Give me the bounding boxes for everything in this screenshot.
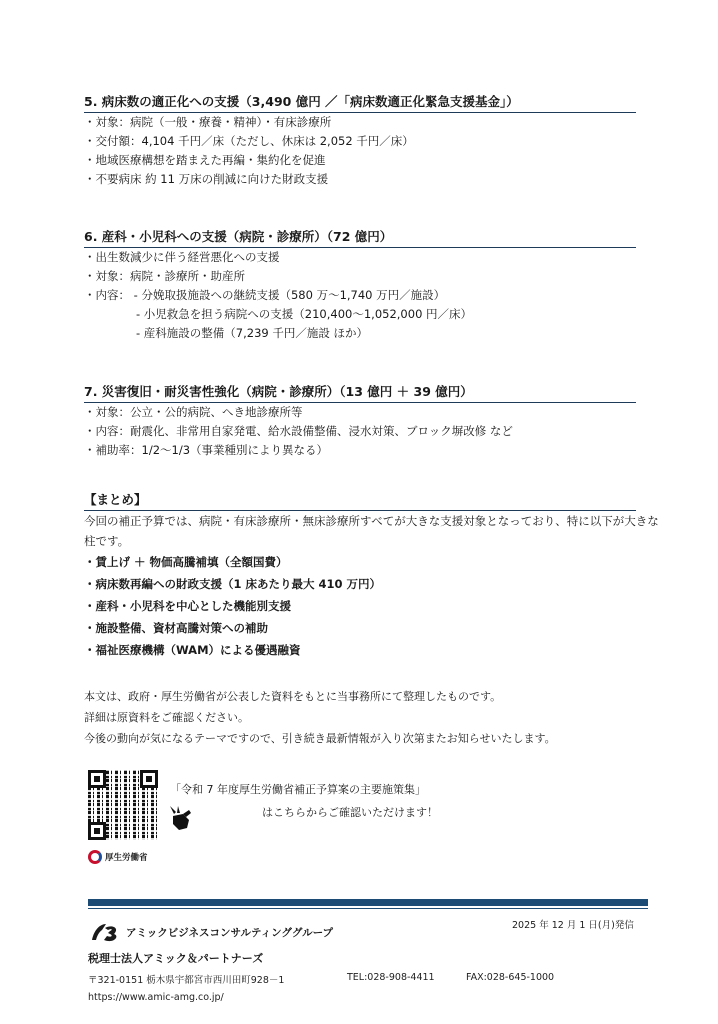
section-line: ・補助率：1/2～1/3（事業種別により異なる） (84, 443, 329, 457)
section-line: - 産科施設の整備（7,239 千円／施設 ほか） (136, 326, 369, 340)
pointing-hand-icon (167, 804, 193, 832)
section-line: ・対象：病院・診療所・助産所 (84, 269, 245, 283)
section-7 (84, 383, 636, 460)
qr-block (88, 770, 158, 863)
section-heading: 6. 産科・小児科への支援（病院・診療所）（72 億円） (84, 228, 636, 248)
firm-name: 税理士法人アミック＆パートナーズ (88, 952, 264, 965)
section-line: ・地域医療構想を踏まえた再編・集約化を促進 (84, 153, 326, 167)
summary-intro: 今回の補正予算では、病院・有床診療所・無床診療所すべてが大きな支援対象となっており、特に以下が大きな柱です。 (84, 514, 659, 548)
section-line: ・内容：耐震化、非常用自家発電、給水設備整備、浸水対策、ブロック塀改修 など (84, 424, 513, 438)
section-line: ・内容： - 分娩取扱施設への継続支援（580 万～1,740 万円／施設） (84, 288, 446, 302)
fax-number: FAX:028-645-1000 (466, 972, 555, 983)
brand-logo-icon (88, 920, 122, 944)
closing-notes (84, 686, 664, 749)
brand-name: アミックビジネスコンサルティンググループ (126, 927, 334, 939)
ministry-logo-text: 厚生労働省 (105, 853, 148, 863)
closing-line: 詳細は原資料をご確認ください。 (84, 711, 249, 724)
summary-item: ・施設整備、資材高騰対策への補助 (84, 621, 268, 635)
section-line: - 小児救急を担う病院への支援（210,400～1,052,000 円／床） (136, 307, 473, 321)
ministry-logo (88, 850, 148, 864)
tel-number: TEL:028-908-4411 (347, 972, 435, 983)
section-line: ・出生数減少に伴う経営悪化への支援 (84, 250, 280, 264)
section-line: ・不要病床 約 11 万床の削減に向けた財政支援 (84, 172, 329, 186)
section-line: ・対象：公立・公的病院、へき地診療所等 (84, 405, 303, 419)
ministry-mark-icon (88, 850, 102, 864)
qr-caption: 「令和 7 年度厚生労働省補正予算案の主要施策集」 (170, 783, 426, 796)
section-5 (84, 93, 636, 189)
section-6 (84, 228, 636, 343)
summary-item: ・病床数再編への財政支援（1 床あたり最大 410 万円） (84, 577, 382, 591)
section-line: ・交付額：4,104 千円／床（ただし、休床は 2,052 千円／床） (84, 134, 414, 148)
section-line: ・対象：病院（一般・療養・精神）・有床診療所 (84, 115, 332, 129)
address: 〒321-0151 栃木県宇都宮市西川田町928－1 (88, 975, 285, 986)
summary-item: ・産科・小児科を中心とした機能別支援 (84, 599, 291, 613)
footer-bar (88, 899, 648, 906)
summary-item: ・福祉医療機構（WAM）による優遇融資 (84, 643, 301, 657)
qr-caption-sub: はこちらからご確認いただけます！ (262, 806, 438, 819)
section-heading: 5. 病床数の適正化への支援（3,490 億円 ／「病床数適正化緊急支援基金」） (84, 93, 636, 113)
closing-line: 本文は、政府・厚生労働省が公表した資料をもとに当事務所にて整理したものです。 (84, 690, 502, 703)
closing-line: 今後の動向が気になるテーマですので、引き続き最新情報が入り次第またお知らせいたします。 (84, 732, 556, 745)
summary-item: ・賃上げ ＋ 物価高騰補填（全額国費） (84, 555, 288, 569)
footer-rule (88, 908, 648, 909)
summary-section (84, 491, 664, 661)
section-heading: 7. 災害復旧・耐災害性強化（病院・診療所）（13 億円 ＋ 39 億円） (84, 383, 636, 403)
issue-date: 2025 年 12 月 1 日(月)発信 (512, 920, 634, 931)
qr-code-icon[interactable] (88, 770, 158, 840)
summary-heading: 【まとめ】 (84, 491, 636, 511)
website-link[interactable]: https://www.amic-amg.co.jp/ (88, 992, 224, 1003)
